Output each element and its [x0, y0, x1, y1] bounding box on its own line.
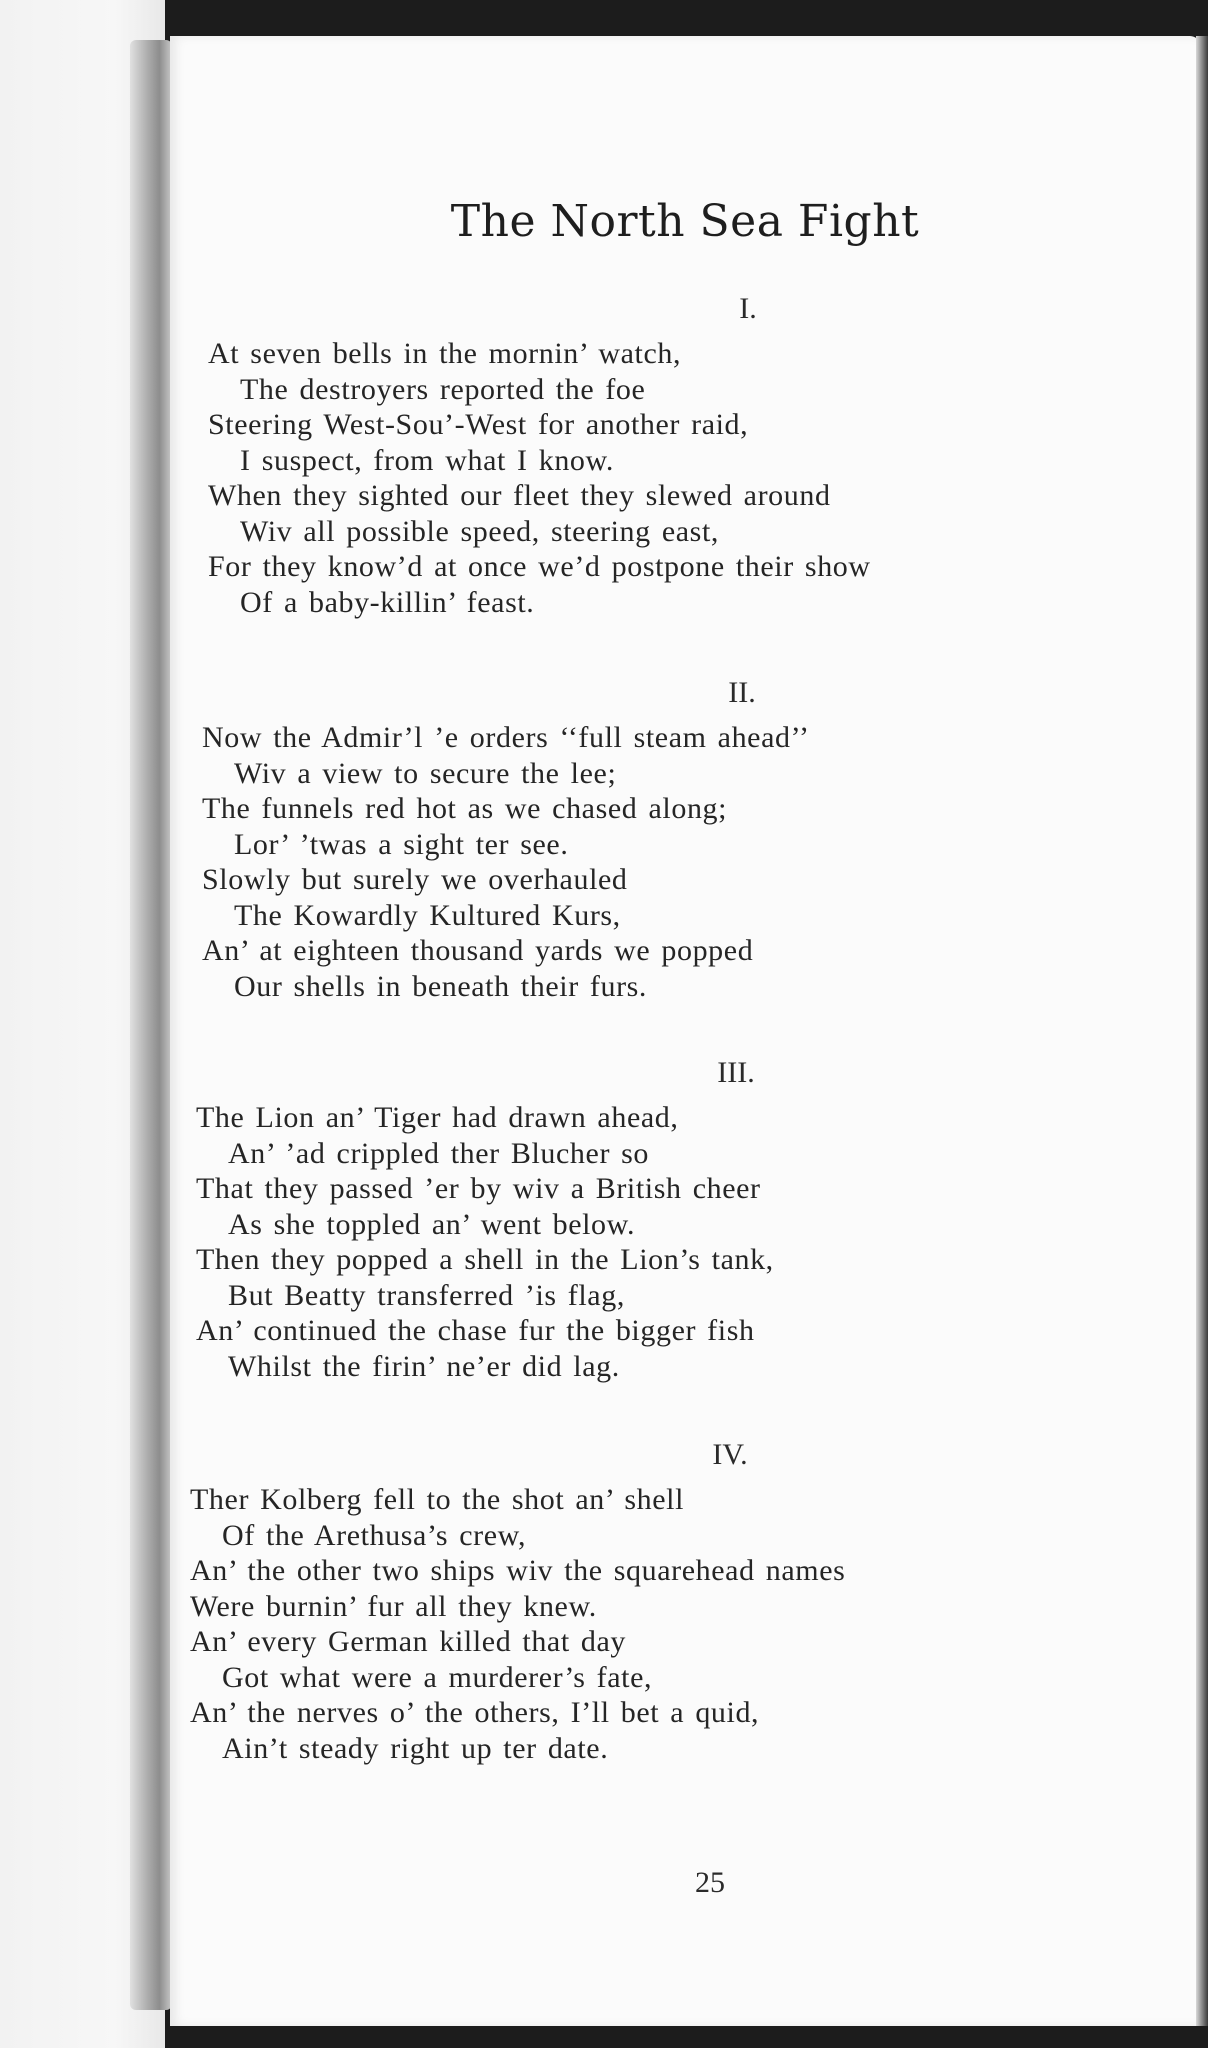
poem-line: Lor’ ’twas a sight ter see.: [234, 827, 569, 861]
poem-line: At seven bells in the mornin’ watch,: [208, 337, 682, 370]
poem-line: Of a baby-killin’ feast.: [240, 585, 535, 619]
poem-line: The Kowardly Kultured Kurs,: [234, 898, 621, 932]
stanza-4: [170, 1438, 1208, 1766]
poem-line: That they passed ’er by wiv a British cheer: [196, 1172, 761, 1205]
poem-line: An’ continued the chase fur the bigger fish: [196, 1314, 755, 1347]
poem-line: Whilst the firin’ ne’er did lag.: [228, 1349, 620, 1383]
poem-line: When they sighted our fleet they slewed around: [208, 479, 831, 512]
poem-line: An’ the other two ships wiv the squarehead names: [190, 1554, 846, 1587]
poem-line: Our shells in beneath their furs.: [234, 969, 648, 1003]
stanza-3: [170, 1056, 1208, 1384]
poem-line: An’ ’ad crippled ther Blucher so: [228, 1136, 650, 1170]
poem-line: For they know’d at once we’d postpone their show: [208, 550, 871, 583]
poem-line: Ther Kolberg fell to the shot an’ shell: [190, 1483, 685, 1516]
poem-line: Of the Arethusa’s crew,: [222, 1518, 527, 1552]
page-edge-shadow: [1196, 36, 1208, 2026]
poem-line: Steering West-Sou’-West for another raid,: [208, 408, 749, 441]
poem-title: The North Sea Fight: [450, 196, 920, 247]
book-gutter: [130, 40, 172, 2010]
poem-line: As she toppled an’ went below.: [228, 1207, 636, 1241]
page-number: 25: [695, 1866, 725, 1899]
stanza-numeral: I.: [739, 292, 757, 325]
stanza-numeral: III.: [717, 1056, 755, 1089]
poem-line: An’ the nerves o’ the others, I’ll bet a quid,: [190, 1696, 760, 1729]
poem-line: Now the Admir’l ’e orders ‘‘full steam ahead’’: [202, 721, 810, 754]
poem-line: Then they popped a shell in the Lion’s tank,: [196, 1243, 774, 1276]
stanza-numeral: IV.: [712, 1438, 748, 1471]
poem-line: Got what were a murderer’s fate,: [222, 1660, 653, 1694]
poem-line: I suspect, from what I know.: [240, 443, 614, 477]
poem-line: Wiv a view to secure the lee;: [234, 756, 617, 790]
stanza-2: [170, 676, 1208, 1004]
poem-line: The funnels red hot as we chased along;: [202, 792, 728, 825]
stanza-1: [170, 292, 1208, 620]
poem-line: Slowly but surely we overhauled: [202, 863, 628, 896]
poem-line: Ain’t steady right up ter date.: [222, 1731, 609, 1765]
poem-line: Wiv all possible speed, steering east,: [240, 514, 719, 548]
poem-line: The destroyers reported the foe: [240, 372, 646, 406]
book-page: [170, 36, 1200, 2026]
stanza-numeral: II.: [728, 676, 756, 709]
poem-line: The Lion an’ Tiger had drawn ahead,: [196, 1101, 679, 1134]
poem-line: An’ at eighteen thousand yards we popped: [202, 934, 754, 967]
poem-line: An’ every German killed that day: [190, 1625, 626, 1658]
poem-line: But Beatty transferred ’is flag,: [228, 1278, 625, 1312]
poem-line: Were burnin’ fur all they knew.: [190, 1589, 597, 1623]
